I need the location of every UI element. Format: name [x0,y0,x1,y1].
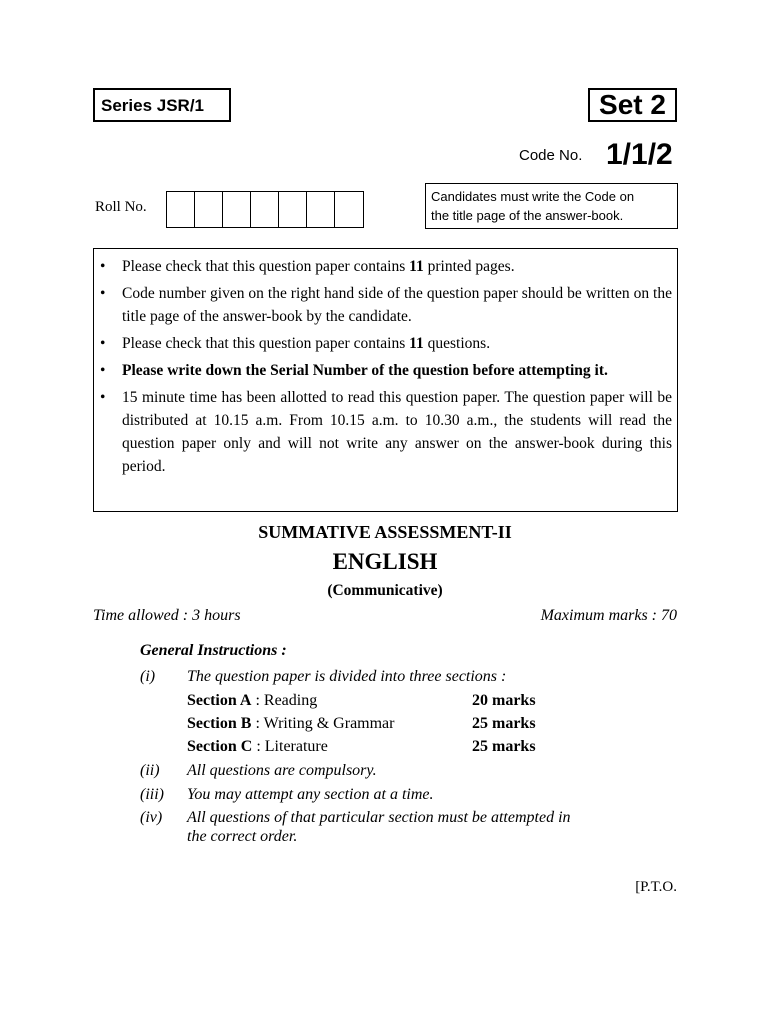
note-item: • Please check that this question paper contains 11 questions. [100,332,672,355]
roll-number-cell [279,192,307,227]
subject-title: ENGLISH [332,549,438,574]
instruction-text-continued: the correct order. [187,828,298,845]
note-item: • 15 minute time has been allotted to read this question paper. The question paper will be distributed at 10.15 a.m. From 10.15 a.m. to 10.30 a.m., the students will read the question paper only and will not write any answer on the answer-book during this period. [100,386,672,478]
roll-number-cell [335,192,363,227]
candidates-note-line2: the title page of the answer-book. [431,208,624,223]
candidates-note-line1: Candidates must write the Code on [431,189,635,204]
roll-label: Roll No. [95,199,147,215]
notes-box [93,248,678,512]
instruction-number: (iv) [140,809,163,826]
bullet: • [100,285,106,302]
roll-number-boxes [166,191,364,228]
subject-variant: (Communicative) [327,582,443,599]
section-c-marks: 25 marks [472,738,536,755]
assessment-title: SUMMATIVE ASSESSMENT-II [258,522,512,542]
time-allowed: Time allowed : 3 hours [93,607,241,624]
code-label: Code No. [519,147,583,164]
instruction-text: The question paper is divided into three sections : [187,668,507,685]
roll-number-cell [251,192,279,227]
instruction-number: (iii) [140,786,164,803]
candidates-note [425,183,678,229]
note-item: • Please check that this question paper contains 11 printed pages. [100,255,672,278]
roll-number-cell [223,192,251,227]
set-label: Set 2 [588,88,677,122]
instruction-number: (ii) [140,762,160,779]
note-item: • Code number given on the right hand side of the question paper should be written on the title page of the answer-book by the candidate. [100,282,672,328]
please-turn-over: [P.T.O. [635,879,677,895]
bullet: • [100,362,106,379]
roll-number-cell [307,192,335,227]
note-item: • Please write down the Serial Number of the question before attempting it. [100,359,672,382]
section-b-marks: 25 marks [472,715,536,732]
maximum-marks: Maximum marks : 70 [540,607,677,624]
code-value: 1/1/2 [606,138,673,171]
section-a-line: Section A : Reading [187,692,318,709]
instruction-text: All questions are compulsory. [187,762,377,779]
section-a-marks: 20 marks [472,692,536,709]
series-label: Series JSR/1 [93,88,231,122]
bullet: • [100,389,106,406]
bullet: • [100,335,106,352]
instruction-text: All questions of that particular section must be attempted in [187,809,571,826]
instruction-text: You may attempt any section at a time. [187,786,434,803]
roll-number-cell [167,192,195,227]
instruction-number: (i) [140,668,156,685]
general-instructions-title: General Instructions : [140,642,287,659]
section-b-line: Section B : Writing & Grammar [187,715,395,732]
section-c-line: Section C : Literature [187,738,328,755]
roll-number-cell [195,192,223,227]
bullet: • [100,258,106,275]
